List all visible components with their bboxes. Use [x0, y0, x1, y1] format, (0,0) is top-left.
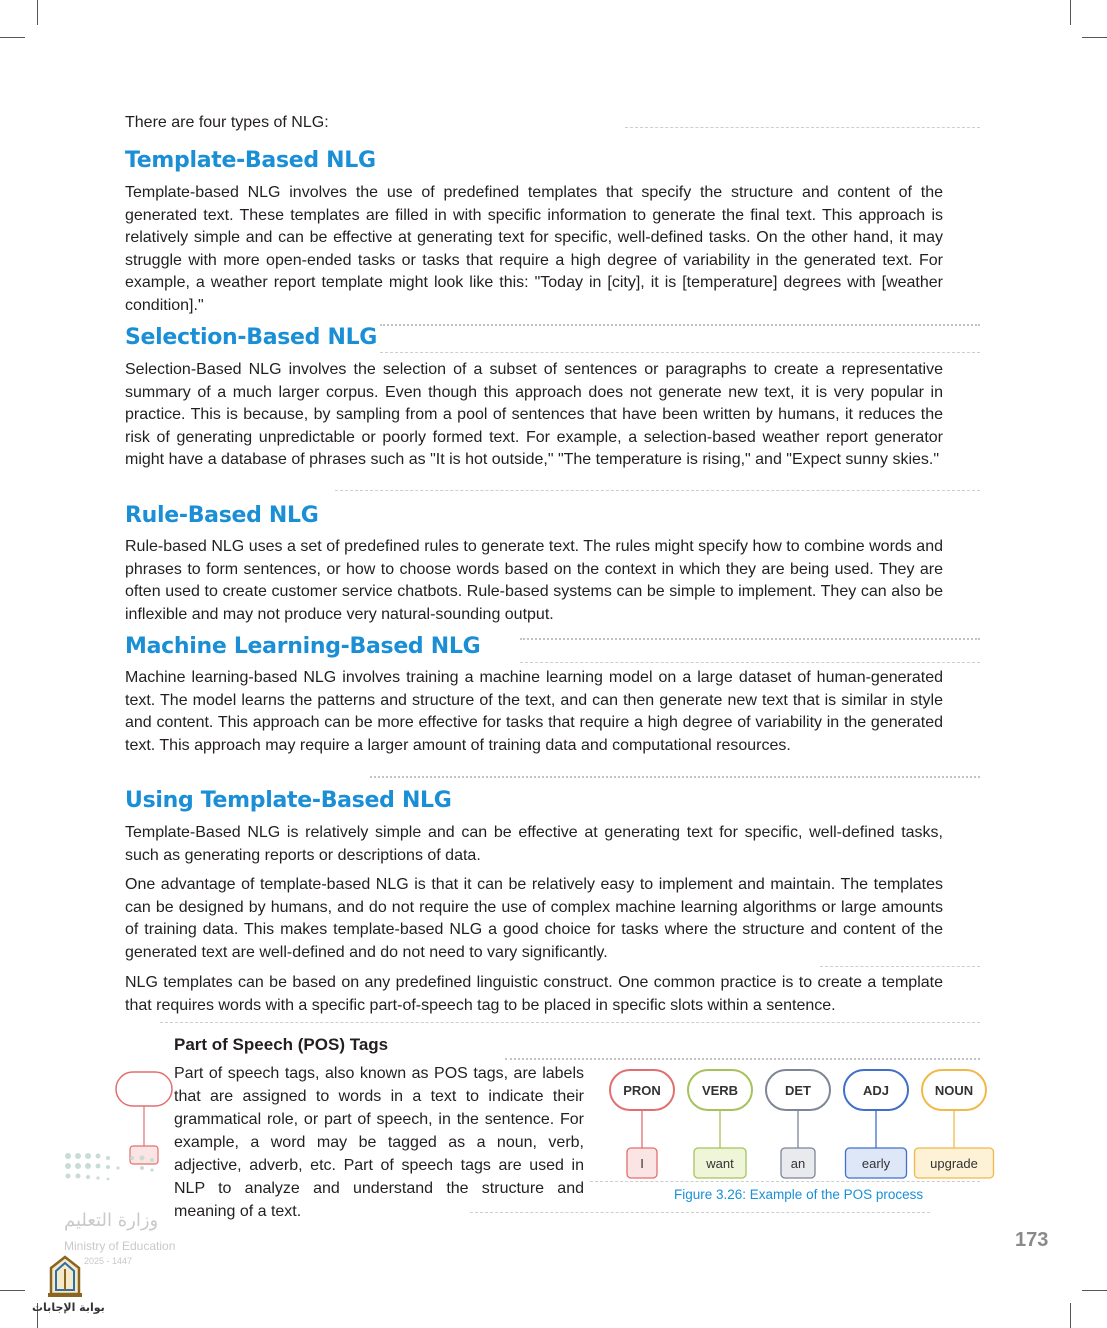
- section-paragraph: Template-Based NLG is relatively simple and can be effective at generating text for specific, well-defined tasks, such as generating reports or descriptions of data.: [125, 824, 943, 864]
- crop-mark: [1082, 37, 1107, 38]
- bleed-through-noise: [520, 638, 980, 640]
- bleed-through-noise: [625, 127, 980, 128]
- pos-box-title: Part of Speech (POS) Tags: [174, 1035, 389, 1054]
- bleed-through-noise: [820, 966, 980, 967]
- bleed-through-noise: [520, 662, 980, 663]
- section-paragraph: Selection-Based NLG involves the selection of a subset of sentences or paragraphs to create a representative summary of a much larger corpus. Even though this approach does not generate new text, it is very popular in practice. This is because, by sampling from a pool of sentences that have been written by humans, it reduces the risk of generating unpredictable or poorly formed text. For example, a selection-based weather report generator might have a database of phrases such as "It is hot outside," "The temperature is rising," and "Expect sunny skies.": [125, 361, 943, 468]
- bleed-through-noise: [505, 1058, 980, 1060]
- site-logo-icon: [42, 1254, 88, 1300]
- section-paragraph: NLG templates can be based on any predefined linguistic construct. One common practice is to create a template that requires words with a specific part-of-speech tag to be placed in specific slots within a sentence.: [125, 974, 943, 1014]
- bleed-through-noise: [335, 490, 980, 491]
- pos-diagram: [606, 1066, 996, 1188]
- ministry-year: 2025 - 1447: [84, 1256, 133, 1266]
- pos-tag-label: PRON: [623, 1083, 661, 1098]
- pos-tag-label: VERB: [701, 1083, 739, 1098]
- pos-tag-label: ADJ: [862, 1083, 890, 1098]
- pos-word-label: an: [790, 1156, 806, 1171]
- section-heading-rule-based: Rule-Based NLG: [125, 503, 319, 528]
- page-number: 173: [1015, 1229, 1049, 1251]
- section-paragraph: Machine learning-based NLG involves training a machine learning model on a large dataset of human-generated text. The model learns the patterns and structure of the text, and can then generate new text that is similar in style and content. This approach can be more effective for tasks that require a high degree of variability in the generated text. This approach may require a larger amount of training data and computational resources.: [125, 669, 943, 754]
- section-paragraph: Rule-based NLG uses a set of predefined rules to generate text. The rules might specify how to combine words and phrases to form sentences, or how to choose words based on the context in which they are being used. They are often used to create customer service chatbots. Rule-based systems can be simple to implement. They can also be inflexible and may not produce very natural-sounding output.: [125, 538, 943, 623]
- pos-word-label: early: [861, 1156, 891, 1171]
- ministry-name-arabic: وزارة التعليم: [64, 1210, 159, 1231]
- figure-caption: Figure 3.26: Example of the POS process: [674, 1187, 924, 1202]
- section-heading-machine-learning-based: Machine Learning-Based NLG: [125, 634, 481, 659]
- bleed-through-noise: [370, 776, 980, 778]
- pos-box-text: Part of speech tags, also known as POS tags, are labels that are assigned to words in a text to indicate their grammatical role, or part of speech, in the sentence. For example, a word may be tagged as a noun, verb, adjective, adverb, etc. Part of speech tags are used in NLP to analyze and understand the structure and meaning of a text.: [174, 1065, 584, 1220]
- section-heading-selection-based: Selection-Based NLG: [125, 325, 378, 350]
- section-heading-template-based: Template-Based NLG: [125, 148, 376, 173]
- ministry-name-english: Ministry of Education: [64, 1239, 176, 1253]
- crop-mark: [37, 0, 38, 25]
- pos-tag-adj: [844, 1070, 908, 1178]
- pos-tag-label: NOUN: [934, 1083, 974, 1098]
- pos-tag-det: [766, 1070, 830, 1178]
- pos-tag-noun: [915, 1070, 994, 1178]
- pos-tag-pron: [610, 1070, 674, 1178]
- bleed-through-noise: [160, 1022, 980, 1023]
- section-heading-using-template-based: Using Template-Based NLG: [125, 788, 452, 813]
- crop-mark: [1082, 1290, 1107, 1291]
- pos-tag-verb: [688, 1070, 752, 1178]
- crop-mark: [1070, 0, 1071, 25]
- section-paragraph: Template-based NLG involves the use of predefined templates that specify the structure and content of the generated text. These templates are filled in with specific information to generate the final text. This approach is relatively simple and can be effective at generating text for specific, well-defined tasks. On the other hand, it may struggle with more open-ended tasks or tasks that require a high degree of variability in the generated text. For example, a weather report template might look like this: "Today in [city], it is [temperature] degrees with [weather condition].": [125, 184, 943, 314]
- pos-word-label: want: [706, 1156, 734, 1171]
- pos-tag-label: DET: [785, 1083, 811, 1098]
- bleed-through-noise: [380, 352, 980, 353]
- bleed-through-noise: [380, 324, 980, 326]
- crop-mark: [0, 37, 25, 38]
- site-name: بوابة الإجابات: [32, 1301, 105, 1314]
- crop-mark: [0, 1290, 25, 1291]
- pos-word-label: upgrade: [930, 1156, 978, 1171]
- pos-word-label: I: [640, 1156, 644, 1171]
- crop-mark: [1070, 1303, 1071, 1328]
- section-paragraph: One advantage of template-based NLG is that it can be relatively easy to implement and maintain. The templates can be designed by humans, and do not require the use of complex machine learning algorithms or large amounts of training data. This makes template-based NLG a good choice for tasks where the structure and content of the generated text are well-defined and do not need to vary significantly.: [125, 876, 943, 961]
- intro-text: There are four types of NLG:: [125, 114, 329, 131]
- ministry-logo-dots-icon: [62, 1150, 172, 1200]
